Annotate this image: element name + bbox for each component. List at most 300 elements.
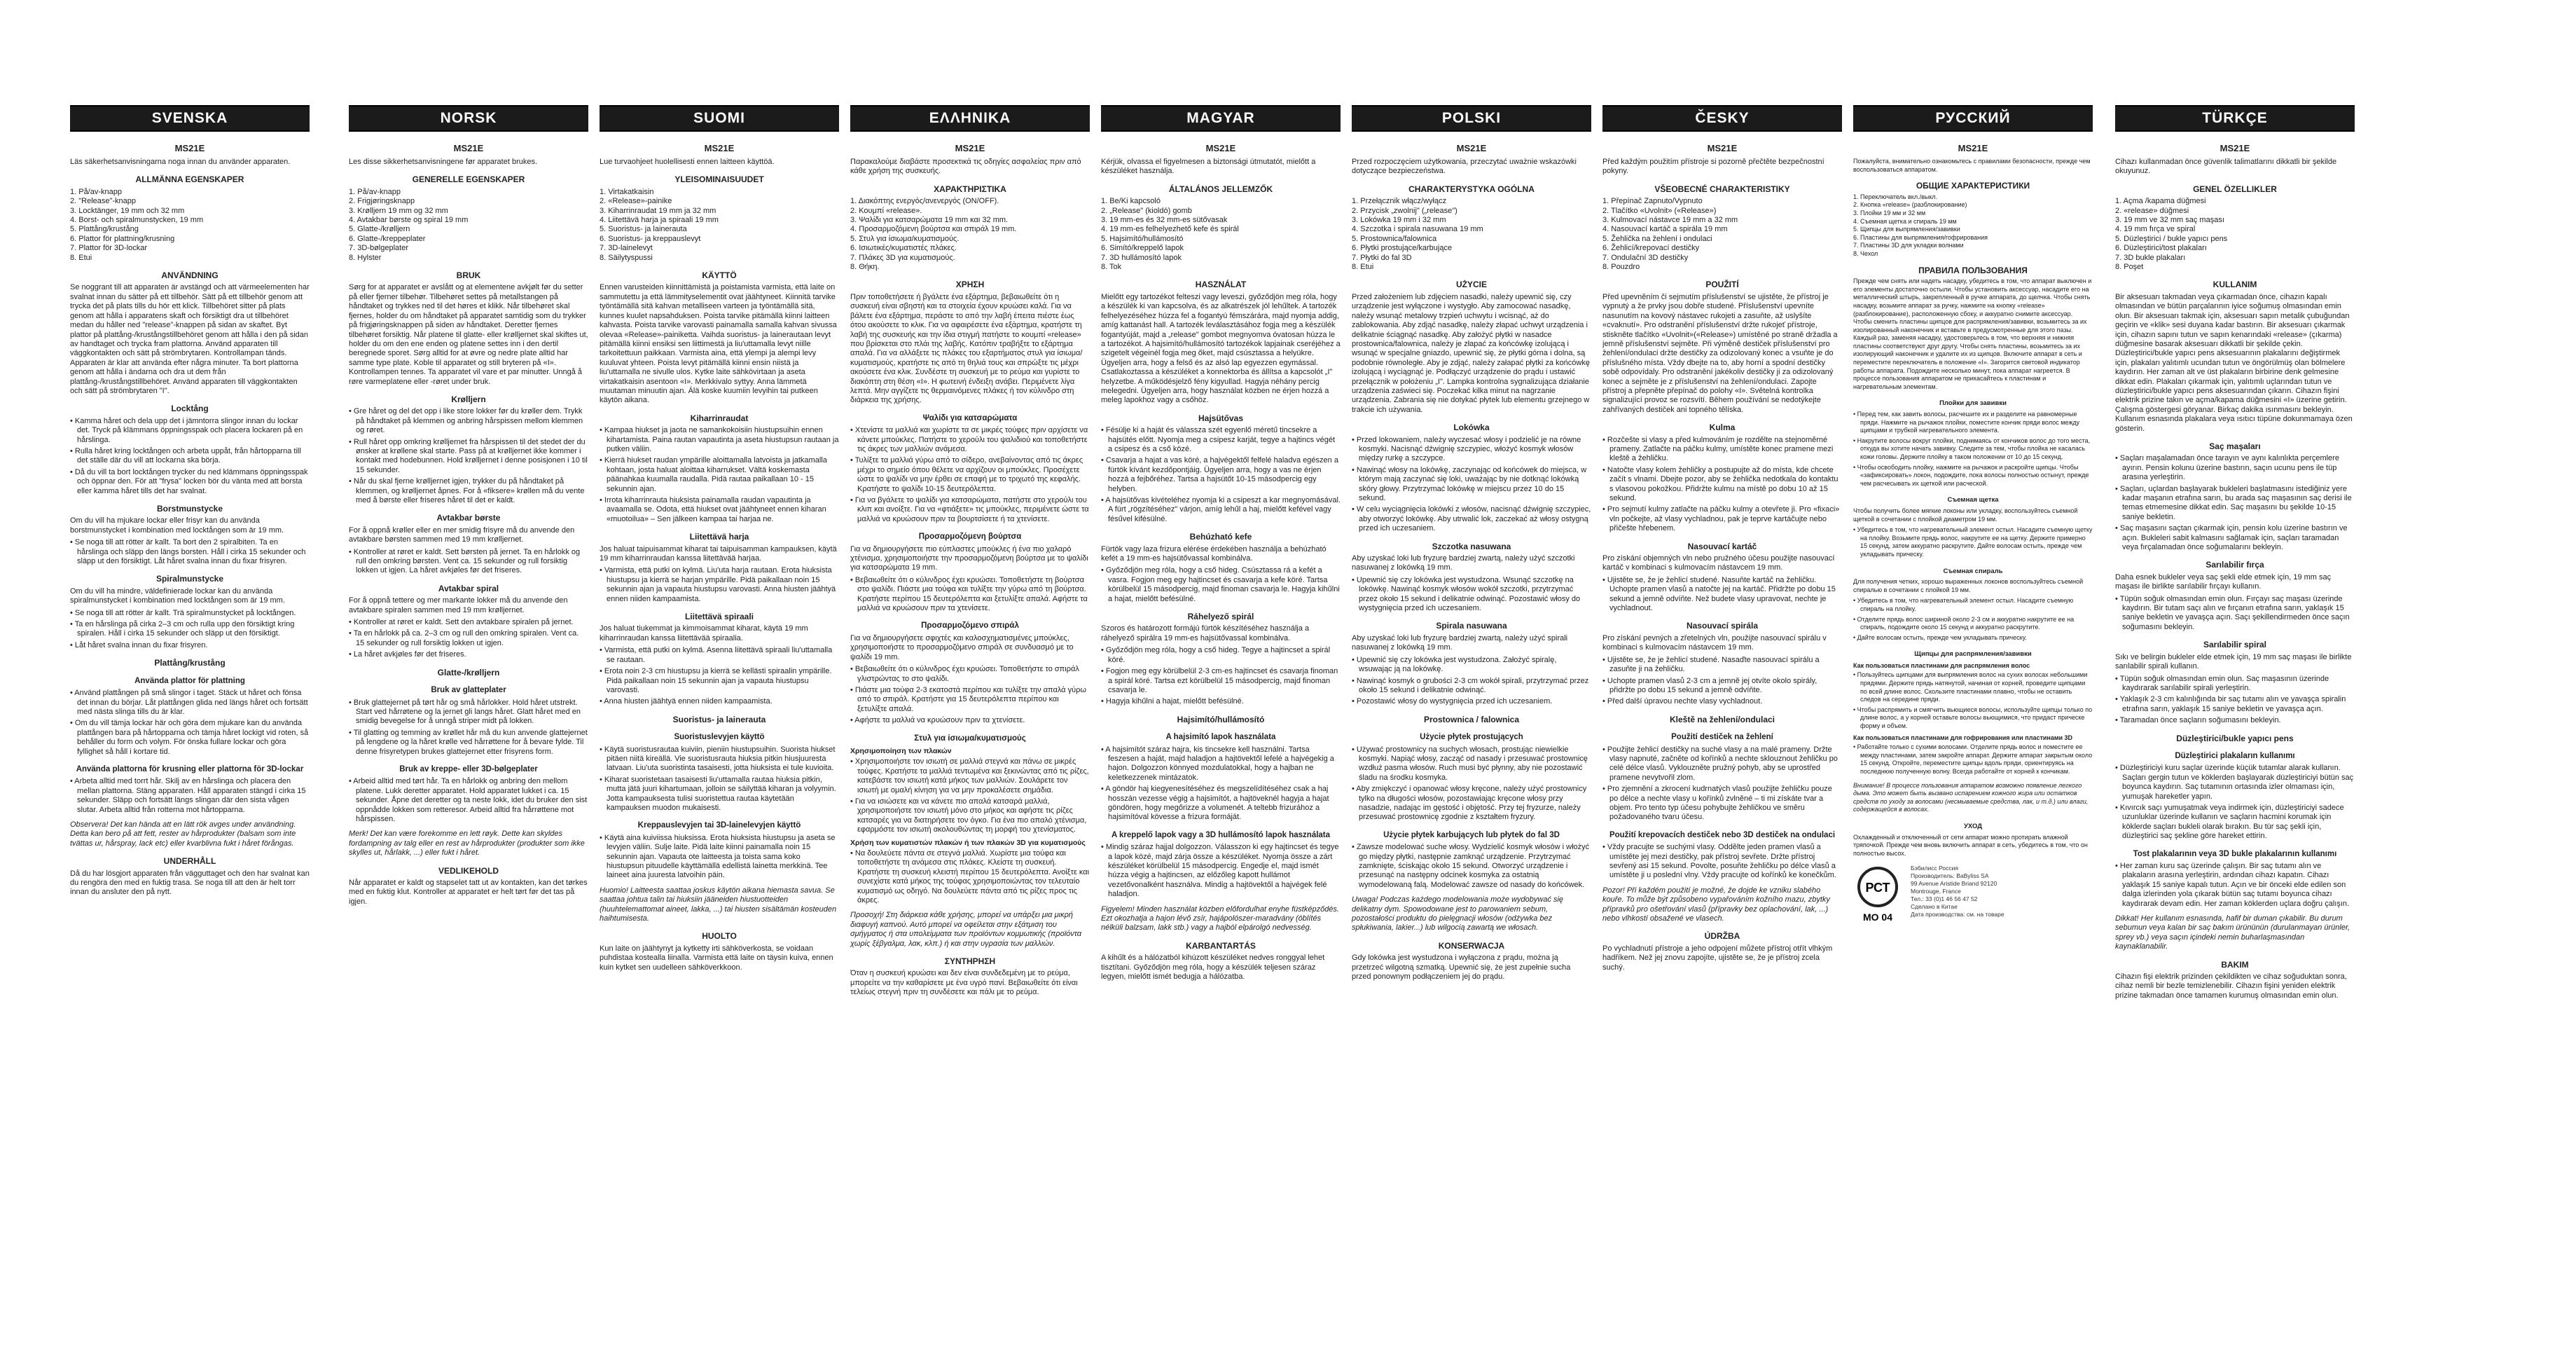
section-heading: Hajsimító/hullámosító	[1177, 714, 1265, 724]
bullet-item: • Se noga till att rötter är kallt. Trä spiralmunstycket på locktången.	[70, 608, 296, 617]
bullet-item: • A hajsimítót száraz hajra, kis tincsekre kell használni. Tartsa feszesen a haját, majd haladjon a hajtövektől lefelé a hajvégekig a hajon. Dolgozzon könnyed mozdulatokkal, hogy a hajban ne keletkezzenek mintázatok.	[1101, 745, 1334, 782]
subsection-heading: Użycie płytek karbujących lub płytek do fal 3D	[1383, 830, 1560, 839]
language-header: ΕΛΛΗΝΙΚΑ	[850, 105, 1090, 132]
paragraph: Lue turvaohjeet huolellisesti ennen laitteen käyttöä.	[600, 158, 775, 166]
feature-list-item: 1. Przełącznik włącz/wyłącz	[1352, 197, 1447, 206]
feature-list-item: 5. Düzleştirici / bukle yapıcı pens	[2115, 234, 2228, 243]
section-heading: Kulma	[1709, 422, 1736, 433]
paragraph: Pro získání pevných a zřetelných vln, použijte nasouvací spirálu v kombinaci s kulmovacím nástavcem 19 mm.	[1602, 633, 1827, 652]
bullet-item: • Győződjön meg róla, hogy a cső hideg. Csúsztassa rá a kefét a vasra. Fogjon meg egy hajtincset és csavarja a kefe köré. Tartsa körülbelül 15 másodpercig, majd finoman csavarja le. Hagyja kihűlni a hajat, mielőtt befésülné.	[1101, 566, 1340, 603]
importer-line: 99 Avenue Aristide Briand 92120	[1911, 880, 1997, 888]
subsection-heading: Προσαρμοζόμενη βούρτσα	[918, 532, 1022, 542]
language-column	[349, 105, 588, 1359]
bullet-item: • Rull håret opp omkring krølljernet fra hårspissen til det stedet der du ønsker at krøllene skal starte. Pass på at krølljernet ikke kommer i kontakt med hodebunnen. Hold krølljernet i denne posisjonen i 10 til 15 sekunder.	[349, 437, 588, 474]
section-heading: ОБЩИЕ ХАРАКТЕРИСТИКИ	[1916, 181, 2030, 191]
feature-list-item: 4. Nasouvací kartáč a spirála 19 mm	[1602, 225, 1728, 234]
feature-list-item: 8. Tok	[1101, 263, 1122, 272]
bullet-item: • Před další úpravou nechte vlasy vychladnout.	[1602, 697, 1763, 706]
section-heading: Krølljern	[451, 394, 486, 404]
subsection-heading: Použití krepovacích destiček nebo 3D destiček na ondulaci	[1609, 830, 1836, 839]
bullet-item: • Ta en hårslinga på cirka 2–3 cm och rulla upp den försiktigt kring spiralen. Håll i cirka 15 sekunder och släpp ut den försiktigt.	[70, 620, 295, 638]
bullet-item: • Mindig száraz hajjal dolgozzon. Válasszon ki egy hajtincset és tegye a lapok közé, majd zárja össze a készüléket. Nyomja össze a zárt készüléket körülbelül 15 másodpercig. Engedje el, majd ismét húzza végig a hajtincsen, az előzőleg kapott hullámot vezetővonalként használva. Mindig a hajtövektől a hajvégek felé haladjon.	[1101, 843, 1339, 899]
section-heading: Düzleştirici/bukle yapıcı pens	[2176, 733, 2294, 743]
language-column	[1602, 105, 1842, 1359]
paragraph: Sıkı ve belirgin bukleler elde etmek için, 19 mm saç maşası ile birlikte sarılabilir spirali kullanın.	[2115, 652, 2352, 671]
feature-list-item: 5. Glatte-/krølljern	[349, 225, 410, 234]
paragraph: Bir aksesuarı takmadan veya çıkarmadan önce, cihazın kapalı olmasından ve bütün parçalarının iyice soğumuş olmasından emin olun. Bir aksesuarı takmak için, aksesuarı sapın metalik çubuğundan geçirin ve «klik» sesi duyana kadar bastırın. Bir aksesuarı çıkarmak için, cihazın sapını tutun ve sapın kenarındaki «release» (çıkarma) düğmesine basarak aksesuarı dikkatli bir şekilde çekin. Düzleştirici/bukle yapıcı pens aksesuarının plakalarını değiştirmek için, plakaları yalıtımlı ucundan tutun ve öngörülmüş olan bölmelere kaydırın. Her zaman alt ve üst plakaların birbirine denk gelmesine dikkat edin. Plakaları çıkarmak için, yalıtımlı uçlarından tutun ve düzleştirici/bukle yapıcı pens aksesuarından çıkarın. Cihazın fişini elektrik prizine takın ve açma/kapama düğmesini «I» üzerine getirin. Çalışma göstergesi göryanar. Birkaç dakika ısınmasını bekleyin. Kullanım esnasında plakalara veya ısıtıcı tüpüne dokunmamaya özen gösterin.	[2115, 292, 2353, 433]
bullet-item: • Πιάστε μια τούφα 2-3 εκατοστά περίπου και τυλίξτε την απαλά γύρω από το σπιράλ. Κρατήστε για 15 δευτερόλεπτα περίπου και ξετυλίξτε απαλά.	[850, 685, 1086, 713]
section-heading: Szczotka nasuwana	[1432, 541, 1511, 551]
paragraph: Om du vill ha mindre, väldefinierade lockar kan du använda spiralmunstycket i kombination med locktången som är 19 mm.	[70, 586, 285, 605]
section-heading: Locktång	[171, 404, 209, 414]
paragraph: Před každým použitím přístroje si pozorně přečtěte bezpečnostní pokyny.	[1602, 158, 1824, 176]
subsection-heading: УХОД	[1963, 822, 1983, 830]
language-header: SVENSKA	[70, 105, 310, 132]
importer-line: Производитель: BaByliss SA	[1911, 872, 1989, 880]
feature-list-item: 3. Kulmovací nástavce 19 mm a 32 mm	[1602, 216, 1738, 225]
feature-list-item: 3. Ψαλίδι για κατσαρώματα 19 mm και 32 mm.	[850, 216, 1009, 225]
model-number: MS21E	[955, 143, 985, 153]
bullet-item: • Til glatting og temming av krøllet hår må du kun anvende glattejernet på lengdene og la håret krølle ved hårrøttene for å bevare fylde. Til denne frisyretypen brukes glattejernet etter frisyrens form.	[349, 728, 588, 756]
column-body	[2115, 158, 2355, 1000]
section-heading: ÁLTALÁNOS JELLEMZŐK	[1168, 184, 1273, 194]
feature-list-item: 4. Съемная щетка и спираль 19 мм	[1853, 217, 1957, 225]
bullet-item: • Natočte vlasy kolem žehličky a postupujte až do místa, kde chcete začít s vlnami. Dbejte pozor, aby se žehlička nedotkala do kontaktu s vlasovou pokožkou. Přidržte kulmu na místě po dobu 10 až 15 sekund.	[1602, 465, 1838, 502]
bullet-item: • Kiharat suoristetaan tasaisesti liu'uttamalla rautaa hiuksia pitkin, mutta jätä juuri kihartumaan, jolloin se säilyttää kiharan ja volyymin. Jotta kampauksesta tulisi suoristettua rautaa käytetään kampauksen muodon mukaisesti.	[600, 775, 836, 812]
paragraph: Les disse sikkerhetsanvisningene før apparatet brukes.	[349, 158, 538, 166]
bullet-item: • Csavarja a hajat a vas köré, a hajvégektől felfelé haladva egészen a fürtök kívánt kezdőpontjáig. Ügyeljen arra, hogy a vas ne érjen hozzá a fejbőréhez. Tartsa a hajsütőt 10-15 másodpercig egy helyben.	[1101, 456, 1338, 493]
model-number: MS21E	[174, 143, 205, 153]
subsection-heading: Använda plattorna för krusning eller plattorna för 3D-lockar	[76, 764, 304, 773]
paragraph: Szoros és határozott formájú fürtök készítéséhez használja a ráhelyező spirálra 19 mm-es hajsütővassal kombinálva.	[1101, 624, 1310, 642]
paragraph: Przed rozpoczęciem użytkowania, przeczytać uważnie wskazówki dotyczące bezpieczeństwa.	[1352, 158, 1577, 176]
feature-list-item: 8. Θήκη.	[850, 263, 880, 272]
bullet-item: • Kıvırcık saçı yumuşatmak veya indirmek için, düzleştiriciyi sadece uzunluklar üzerinde kullanın ve saçların hacmini korumak için köklerde saçları bukleli olarak bırakın. Bu tür saç şekli için, düzleştirici saç şekline göre hareket ettirin.	[2115, 803, 2344, 841]
bullet-item: • Przed lokowaniem, należy wyczesać włosy i podzielić je na równe kosmyki. Nacisnąć dźwignię szczypiec, włożyć kosmyk włosów między rurkę a szczypce.	[1352, 435, 1581, 463]
bullet-item: • Чтобы распрямить и смягчить вьющиеся волосы, используйте щипцы только по длине волос, а у корней оставьте волосы вьющимися, что придаст прическе форму и объем.	[1853, 706, 2093, 730]
warning-note: Observera! Det kan hända att en lätt rök avges under användning. Detta kan bero på att fett, rester av hårprodukter (balsam som inte tvättas ur, hårspray, lack etc) eller kvarblivna fukt i håret förångas.	[70, 820, 296, 848]
section-heading: UNDERHÅLL	[163, 856, 216, 867]
section-heading: Suoristus- ja lainerauta	[672, 714, 766, 724]
bullet-item: • Aby zmiękczyć i opanować włosy kręcone, należy użyć prostownicy tylko na długości włosów, pozostawiając kręcone włosy przy nasadzie, nadając im gęstość i objętość. Przy tej fryzurze, należy przesuwać prostownicę zgodnie z kształtem fryzury.	[1352, 785, 1587, 822]
feature-list-item: 7. Πλάκες 3D για κυματισμούς.	[850, 253, 955, 262]
feature-list-item: 8. Säilytyspussi	[600, 253, 653, 262]
minor-heading: Χρήση των κυματιστών πλακών ή των πλακών 3D για κυματισμούς	[850, 838, 1086, 847]
bullet-item: • Για να βγάλετε το ψαλίδι για κατσαρώματα, πατήστε στο χερούλι του κλιπ και ανοίξτε. Για να «φτιάξετε» τις μπούκλες, περιμένετε ώστε τα μαλλιά να κρυώσουν πριν τα βουρτσίσετε ή τα χτενίσετε.	[850, 496, 1089, 523]
bullet-item: • Kontroller at røret er kaldt. Sett den avtakbare spiralen på jernet.	[349, 618, 574, 627]
feature-list-item: 7. 3D hullámosító lapok	[1101, 253, 1182, 262]
bullet-item: • Varmista, että putki on kylmä. Liu'uta harja rautaan. Erota hiuksista hiustupsu ja kierrä se harjan ympärille. Pidä paikallaan noin 15 sekunnin ajan ja vapauta hiustupsu varovasti. Anna hiusten jäähtyä ennen niiden kampaamista.	[600, 566, 836, 603]
subsection-heading: Щипцы для распрямления/завивки	[1914, 650, 2032, 659]
language-header: MAGYAR	[1101, 105, 1341, 132]
bullet-item: • Używać prostownicy na suchych włosach, prostując niewielkie kosmyki. Napiąć włosy, zacząć od nasady i przesuwać prostownicę wzdłuż pasma włosów. Ruch musi być płynny, aby nie pozostawić śladu na środku kosmyka.	[1352, 745, 1588, 782]
paragraph: Для получения четких, хорошо выраженных локонов воспользуйтесь съемной спиралью в сочетании с плойкой 19 мм.	[1853, 578, 2084, 593]
section-heading: Spirala nasuwana	[1436, 621, 1507, 631]
bullet-item: • Pro sejmutí kulmy zatlačte na páčku kulmy a otevřete ji. Pro «fixaci» vln počkejte, až vlasy vychladnou, pak je teprve kartáčujte nebo přičešte hřebenem.	[1602, 505, 1840, 533]
paragraph: Mielőtt egy tartozékot felteszi vagy leveszi, győződjön meg róla, hogy a készülék ki van kapcsolva, és az alkatrészek jól lehűltek. A tartozék felhelyezéséhez húzza fel a fogantyú fémszárára, majd nyomja addig, amíg kattanást hall. A tartozék leválasztásához fogja meg a készülék fogantyúját, majd a „release" gombot megnyomva óvatosan húzza le a tartozékot. A hajsimító/hullámosító tartozékok lapjainak cseréjéhez a szigetelt végeinél fogja meg őket, majd csúsztassa a helyükre. Ügyeljen arra, hogy a felső és az alsó lap egyezzen egymással. Csatlakoztassa a készüléket a konnektorba és állítsa a kapcsolót „I" helyzetbe. A működésjelző fény kigyullad. Hagyja néhány percig melegedni. Ügyeljen arra, hogy használat közben ne érjen hozzá a meleg lapokhoz vagy a csőhöz.	[1101, 292, 1341, 405]
section-heading: Kiharrinraudat	[690, 413, 749, 423]
warning-note: Внимание! В процессе пользования аппаратом возможно появление легкого дыма. Это может быть вызвано испарением кожного жира или остатков средств по уходу за волосами (несмываемые средства, лак, и т.д.) или влаги, содержащейся в волосах.	[1853, 781, 2089, 813]
feature-list-item: 7. 3D-bølgeplater	[349, 244, 408, 253]
feature-list-item: 2. «Release»-painike	[600, 197, 672, 206]
paragraph: Om du vill ha mjukare lockar eller frisyr kan du använda borstmunstycket i kombination med locktången som är 19 mm.	[70, 516, 284, 535]
bullet-item: • Ujistěte se, že je žehlicí studené. Nasuňte kartáč na žehličku. Uchopte pramen vlasů a natočte jej na kartáč. Přidržte po dobu 15 sekund a jemně odvíňte. Než budete vlasy upravovat, nechte je vychladnout.	[1602, 575, 1836, 613]
feature-list-item: 3. Krølljern 19 mm og 32 mm	[349, 206, 448, 215]
model-number: MS21E	[704, 143, 735, 153]
section-heading: Nasouvací kartáč	[1687, 541, 1757, 551]
bullet-item: • Fésülje ki a haját és válassza szét egyenlő méretű tincsekre a hajsütés előtt. Nyomja meg a csipesz karját, tegye a hajtincs végét a csipesz és a cső közé.	[1101, 426, 1336, 453]
feature-list-item: 5. Щипцы для выпрямления/завивки	[1853, 226, 1960, 233]
paragraph: Ennen varusteiden kiinnittämistä ja poistamista varmista, että laite on sammutettu ja että lämmityselementit ovat jäähtyneet. Kiinnitä tarvike työntämällä sitä kahvan metalliseen varteen ja työntämällä sitä, kunnes kuulet napsahduksen. Poista tarvike pitämällä kiinni laitteen kahvasta. Poista tarvike varovasti painamalla samalla kahvan sivussa olevaa «Release»-painiketta. Vaihda suoristus- ja lainerautaan levyt pitämällä kiinni ensiksi sen liittimestä ja liu'uttamalla levyt niille tarkoitettuun paikkaan. Varmista aina, että ylempi ja alempi levy kuuluvat yhteen. Poista levyt pitämällä kiinni ensin niistä ja liu'uttamalla ne sivulle ulos. Kytke laite sähkövirtaan ja aseta virtakatkaisin asentoon «I». Merkkivalo syttyy. Anna lämmetä muutaman minuutin ajan. Älä koske kuumiin levyihin tai putkeen käytön aikana.	[600, 283, 837, 405]
bullet-item: • Отделите прядь волос шириной около 2-3 см и аккуратно накрутите ее на спираль, подождите около 15 секунд и аккуратно раскрутите.	[1853, 615, 2075, 631]
section-heading: Sarılabilir spiral	[2203, 640, 2267, 650]
column-body	[349, 158, 588, 907]
section-heading: Prostownica / falownica	[1423, 714, 1520, 724]
bullet-item: • Τυλίξτε τα μαλλιά γύρω από το σίδερο, ανεβαίνοντας από τις άκρες μέχρι το σημείο όπου θέλετε να αρχίζουν οι μπούκλες. Προσέχετε ώστε το ψαλίδι να μην έρθει σε επαφή με το τριχωτό της κεφαλής. Κρατήστε το ψαλίδι 10-15 δευτερόλεπτα.	[850, 456, 1083, 493]
language-header: TÜRKÇE	[2115, 105, 2355, 132]
bullet-item: • W celu wyciągnięcia lokówki z włosów, nacisnąć dźwignię szczypiec, aby otworzyć lokówkę. Aby utrwalić lok, zaczekać aż włosy ostygną przed ich uczesaniem.	[1352, 505, 1591, 533]
bullet-item: • Käytä suoristusrautaa kuiviin, pieniin hiustupsuihin. Suorista hiukset pitäen niitä kireällä. Vie suoristusrauta hiuksia pitkin hiusjuuresta latvaan. Liu'uta suoristinta tasaisesti, jotta hiuksista ei tule kuvioita.	[600, 745, 836, 773]
section-heading: Glatte-/krølljern	[437, 667, 500, 677]
bullet-item: • Kierrä hiukset raudan ympärille aloittamalla latvoista ja jatkamalla kohtaan, josta haluat aloittaa kiharrukset. Vältä koskemasta päänahkaa kuumalla raudalla. Pidä rautaa paikallaan 10 - 15 sekunnin ajan.	[600, 456, 827, 493]
language-header: NORSK	[349, 105, 588, 132]
feature-list-item: 6. Płytki prostujące/karbujące	[1352, 244, 1453, 253]
minor-heading: Χρησιμοποίηση των πλακών	[850, 746, 952, 755]
paragraph: Daha esnek bukleler veya saç şekli elde etmek için, 19 mm saç maşası ile birlikte sarılabilir fırçayı kullanın.	[2115, 572, 2332, 591]
bullet-item: • Αφήστε τα μαλλιά να κρυώσουν πριν τα χτενίσετε.	[850, 716, 1025, 725]
bullet-item: • Дайте волосам остыть, прежде чем укладывать прическу.	[1853, 633, 2027, 641]
section-heading: VEDLIKEHOLD	[438, 865, 499, 876]
section-heading: KONSERWACJA	[1438, 940, 1505, 951]
feature-list-item: 7. Пластины 3D для укладки волнами	[1853, 242, 1964, 249]
feature-list-item: 7. 3D bukle plakaları	[2115, 253, 2186, 262]
bullet-item: • Då du vill ta bort locktången trycker du ned klämmans öppningsspak och öppnar den. För att "frysa" locken bör du vänta med att borsta eller kamma håret tills det har svalnat.	[70, 467, 308, 495]
feature-list-item: 1. Διακόπτης ενεργός/ανενεργός (ON/OFF).	[850, 197, 999, 206]
section-heading: ALLMÄNNA EGENSKAPER	[135, 174, 244, 185]
bullet-item: • Чтобы освободить плойку, нажмите на рычажок и раскройте щипцы. Чтобы «зафиксировать» локон, подождите, пока волосы полностью остынут, прежде чем расчесывать их щеткой или расческой.	[1853, 463, 2089, 487]
bullet-item: • Tüpün soğuk olmasından emin olun. Fırçayı saç maşası üzerinde kaydırın. Bir tutam saçı alın ve fırçanın etrafına sarın, yaklaşık 15 saniye bekletin ve yavaşça açın. Saçı şekillendirmeden önce saçın soğumasını bekleyin.	[2115, 594, 2350, 631]
feature-list-item: 3. Locktänger, 19 mm och 32 mm	[70, 206, 185, 215]
feature-list-item: 6. Düzleştirici/tost plakaları	[2115, 244, 2207, 253]
section-heading: Kleště na žehlení/ondulaci	[1669, 714, 1775, 724]
paragraph: For å oppnå tettere og mer markante lokker må du anvende den avtakbare spiralen sammen med 19 mm krølljernet.	[349, 596, 568, 614]
bullet-item: • Nawinąć kosmyk o grubości 2-3 cm wokół spirali, przytrzymać przez około 15 sekund i delikatnie odwinąć.	[1352, 676, 1589, 694]
paragraph: Przed założeniem lub zdjęciem nasadki, należy upewnić się, czy urządzenie jest wyłączone i wystygło. Aby zamocować nasadkę, należy wsunąć metalowy trzpień uchwytu i wcisnąć, aż do zablokowania. Aby zdjąć nasadkę, należy złapać uchwyt urządzenia i delikatnie ściągnąć nasadkę. Aby założyć płytki w nasadce prostownica/falownica, należy je złapać za końcówkę izolującą i wsunąć w specjalne gniazdo, upewnić się, że płytki górna i dolna, są podobnie równoległe. Aby je zdjąć, należy załapać płytki za końcówkę izolującą i wyciągnąć je. Podłączyć urządzenie do prądu i ustawić przełącznik w położeniu „I". Lampka kontrolna sygnalizująca działanie urządzenia zaświeci się. Poczekać kilka minut na nagrzanie urządzenia. Zabrania się nie dotykać płytek lub elementu grzejnego w trakcie ich używania.	[1352, 292, 1590, 414]
paragraph: Για να δημιουργήσετε σφιχτές και καλοσχηματισμένες μπούκλες, χρησιμοποιήστε το προσαρμοζόμενο σπιράλ σε συνδυασμό με το ψαλίδι 19 mm.	[850, 633, 1074, 661]
language-column	[1352, 105, 1591, 1359]
feature-list-item: 1. Be/Ki kapcsoló	[1101, 197, 1161, 206]
feature-list-item: 5. Plattång/krustång	[70, 225, 139, 234]
subsection-heading: Bruk av kreppe- eller 3D-bølgeplater	[399, 764, 538, 773]
bullet-item: • Yaklaşık 2-3 cm kalınlığında bir saç tutamı alın ve yavaşça spiralin etrafına sarın, yaklaşık 15 saniye bekletin ve yavaşça açın.	[2115, 695, 2346, 713]
section-heading: HASZNÁLAT	[1195, 280, 1247, 290]
feature-list-item: 1. Přepínač Zapnuto/Vypnuto	[1602, 197, 1703, 206]
paragraph: Όταν η συσκευή κρυώσει και δεν είναι συνδεδεμένη με το ρεύμα, μπορείτε να την καθαρίσετε με ένα υγρό πανί. Βεβαιωθείτε ότι είναι τελείως στεγνή πριν τη συνδέσετε και πάλι με το ρεύμα.	[850, 969, 1078, 997]
bullet-item: • Nawinąć włosy na lokówkę, zaczynając od końcówek do miejsca, w którym mają zaczynać się loki, uważając by nie dotknąć lokówką skóry głowy. Przytrzymać lokówkę w miejscu przez 10 do 15 sekund.	[1352, 465, 1587, 502]
section-heading: ΧΡΗΣΗ	[955, 280, 985, 290]
feature-list-item: 4. 19 mm fırça ve spiral	[2115, 225, 2196, 234]
subsection-heading: Použití destiček na žehlení	[1671, 733, 1773, 742]
feature-list-item: 1. Açma /kapama düğmesi	[2115, 197, 2206, 206]
bullet-item: • Erota noin 2-3 cm hiustupsu ja kierrä se kellästi spiraalin ympärille. Pidä paikallaan noin 15 sekunnin ajan ja vapauta hiustupsu varovasti.	[600, 667, 832, 694]
feature-list-item: 4. 19 mm-es felhelyezhető kefe és spirál	[1101, 225, 1239, 234]
feature-list-item: 6. Plattor för plattning/krusning	[70, 234, 175, 243]
importer-line: Тел.: 33 (0)1 46 56 47 52	[1911, 895, 1978, 903]
bullet-item: • Tüpün soğuk olmasından emin olun. Saç maşasının üzerinde kaydırarak sarılabilir spirali yerleştirin.	[2115, 674, 2329, 692]
feature-list-item: 2. Tlačítko «Uvolnit» («Release»)	[1602, 206, 1717, 215]
section-heading: Liitettävä harja	[689, 532, 749, 542]
bullet-item: • Ujistěte se, že je žehlicí studené. Nasaďte nasouvací spirálu a zasuňte ji na žehličku.	[1602, 655, 1820, 674]
importer-info	[1911, 865, 2004, 919]
bullet-item: • Kontroller at røret er kaldt. Sett børsten på jernet. Ta en hårlokk og rull den omkring børsten. Vent ca. 15 sekunder og rull forsiktig lokken ut igjen. La håret avkjøles før det friseres.	[349, 547, 581, 575]
bullet-item: • Låt håret svalna innan du fixar frisyren.	[70, 640, 208, 649]
rst-certification-icon	[1853, 865, 1902, 925]
bullet-item: • Použijte žehlicí destičky na suché vlasy a na malé prameny. Držte vlasy napnuté, začněte od kořínků a nechte sklouznout žehličku po celé délce vlasů. Vyklouzněte pružný pohyb, aby se uprostřed pramene nevytvořil zlom.	[1602, 745, 1838, 782]
section-heading: ΧΑΡΑΚΤΗΡΙΣΤΙΚΑ	[934, 184, 1006, 194]
subsection-heading: Använda plattor för plattning	[134, 676, 245, 685]
bullet-item: • Να δουλεύετε πάντα σε στεγνά μαλλιά. Χωρίστε μια τούφα και τοποθετήστε τη ανάμεσα στις πλάκες. Κλείστε τη συσκευή. Κρατήστε τη συσκευή κλειστή περίπου 15 δευτερόλεπτα. Ανοίξτε και συνεχίστε κατά μήκος της τούφας χρησιμοποιώντας τον τελευταίο κυματισμό ως οδηγό. Να δουλεύετε πάντα από τις ρίζες προς τις άκρες.	[850, 849, 1090, 905]
paragraph: Fürtök vagy laza frizura elérése érdekében használja a behúzható kefét a 19 mm-es hajsütővassal kombinálva.	[1101, 544, 1327, 563]
section-heading: Avtakbar spiral	[438, 583, 499, 593]
bullet-item: • Χτενίστε τα μαλλιά και χωρίστε τα σε μικρές τούφες πριν αρχίσετε να κάνετε μπούκλες. Πατήστε το χερούλι του ψαλιδιού και τοποθετήστε τις άκρες των μαλλιών ανάμεσα.	[850, 426, 1088, 453]
section-heading: BAKIM	[2221, 959, 2249, 970]
bullet-item: • Перед тем, как завить волосы, расчешите их и разделите на равномерные пряди. Нажмите на рычажок плойки, поместите кончик пряди волос между щипцами и трубкой нагревательного элемента.	[1853, 411, 2080, 434]
paragraph: Чтобы получить более мягкие локоны или укладку, воспользуйтесь съемной щеткой в сочетании с плойкой диаметром 19 мм.	[1853, 507, 2078, 523]
feature-list-item: 4. Liitettävä harja ja spiraali 19 mm	[600, 216, 719, 225]
section-heading: Spiralmunstycke	[155, 574, 224, 584]
section-heading: Plattång/krustång	[154, 658, 226, 668]
feature-list-item: 6. Glatte-/kreppeplater	[349, 234, 426, 243]
bullet-item: • Upewnić się czy lokówka jest wystudzona. Założyć spiralę, wsuwając ją na lokówkę.	[1352, 655, 1557, 674]
section-heading: VŠEOBECNÉ CHARAKTERISTIKY	[1654, 184, 1790, 194]
section-heading: UŻYCIE	[1455, 280, 1487, 290]
feature-list-item: 8. Etui	[1352, 263, 1374, 272]
feature-list-item: 3. Плойки 19 мм и 32 мм	[1853, 209, 1926, 216]
feature-list-item: 8. Poşet	[2115, 263, 2144, 272]
bullet-item: • Fogjon meg egy körülbelül 2-3 cm-es hajtincset és csavarja finoman a spirál köré. Tartsa ezt körülbelül 15 másodpercig, majd finoman csavarja le.	[1101, 667, 1338, 694]
feature-list-item: 2. Кнопка «release» (разблокирование)	[1853, 201, 1967, 209]
bullet-item: • Taramadan önce saçların soğumasını bekleyin.	[2115, 716, 2281, 725]
model-number: MS21E	[2220, 143, 2250, 153]
language-header: ČESKY	[1602, 105, 1842, 132]
paragraph: Kun laite on jäähtynyt ja kytketty irti sähköverkosta, se voidaan puhdistaa kostealla liinalla. Varmista että laite on täysin kuiva, ennen kuin kytket sen uudelleen sähköverkkoon.	[600, 944, 833, 972]
subsection-heading: Съемная спираль	[1943, 567, 2003, 575]
section-heading: BRUK	[456, 270, 481, 281]
feature-list-item: 4. Προσαρμοζόμενη βούρτσα και σπιράλ 19 mm.	[850, 225, 1017, 234]
section-heading: Liitettävä spiraali	[684, 612, 754, 622]
bullet-item: • Убедитесь в том, что нагревательный элемент остыл. Насадите съемную щетку на плойку. Возьмите прядь волос, накрутите ее на щетку. Держите примерно 15 секунд, затем аккуратно раскрутите. Дайте волосам остыть, прежде чем укладывать прическу.	[1853, 526, 2093, 558]
section-heading: Avtakbar børste	[436, 513, 501, 523]
seal-code: МО 04	[1862, 911, 1893, 923]
model-number: MS21E	[1205, 143, 1236, 153]
bullet-item: • Käytä aina kuiviissa hiuksissa. Erota hiuksista hiustupsu ja aseta se levyjen väliin. Sulje laite. Pidä laite kiinni painamalla noin 15 sekunnin ajan. Vapauta ote laitteesta ja toista sama koko hiustupsun pituudelle käyttämällä edellistä lainetta merkkinä. Tee laineet aina juuresta latvoihin päin.	[600, 833, 836, 880]
column-body	[850, 158, 1090, 998]
feature-list-item: 6. Simító/kreppelő lapok	[1101, 244, 1184, 253]
column-body	[600, 158, 839, 972]
subsection-heading: Düzleştirici plakaların kullanımı	[2175, 751, 2295, 760]
feature-list-item: 3. Lokówka 19 mm i 32 mm	[1352, 216, 1446, 225]
bullet-item: • Gre håret og del det opp i like store lokker før du krøller dem. Trykk på håndtaket på klemmen og anbring hårspissen mellom klemmen og røret.	[349, 407, 583, 435]
bullet-item: • Χρησιμοποιήστε τον ισιωτή σε μαλλιά στεγνά και πάνω σε μικρές τούφες. Κρατήστε τα μαλλιά τεντωμένα και ξεκινώντας από τις ρίζες, κατεβάστε τον ισιωτή κατά μήκος των μαλλιών. Σουλάρετε τον ισιωτή με ομαλή κίνηση για να μην προκαλέσετε σημάδια.	[850, 757, 1089, 794]
bullet-item: • La håret avkjøles før det friseres.	[349, 650, 466, 659]
feature-list-item: 5. Žehlička na žehlení i ondulaci	[1602, 234, 1712, 243]
bullet-item: • Rozčešte si vlasy a před kulmováním je rozdělte na stejnoměrné prameny. Zatlačte na páčku kulmy, umístěte konec pramene mezi kleště a žehličku.	[1602, 435, 1834, 463]
bullet-item: • Anna hiusten jäähtyä ennen niiden kampaamista.	[600, 697, 773, 706]
subsection-heading: Suoristuslevyjen käyttö	[674, 733, 765, 742]
feature-list-item: 8. Etui	[70, 253, 92, 262]
warning-note: Pozor! Při každém použití je možné, že dojde ke vzniku slabého kouře. To může být způsobeno vypařováním kožního mazu, zbytky přípravků pro ošetřování vlasů (přípravky bez oplachování, lak, ...) nebo vlhkostí obsažené ve vlasech.	[1602, 886, 1830, 923]
paragraph: Jos haluat tiukemmat ja kimmoisammat kiharat, käytä 19 mm kiharrinraudan kanssa liitettävää spiraalia.	[600, 624, 808, 642]
feature-list-item: 2. Κουμπί «release».	[850, 206, 922, 215]
paragraph: Då du har lösgjort apparaten från vägguttaget och den har svalnat kan du rengöra den med en fuktig trasa. Se noga till att den är helt torr innan du ansluter den på nytt.	[70, 869, 310, 897]
bullet-item: • Arbeid alltid med tørt hår. Ta en hårlokk og anbring den mellom platene. Lukk deretter apparatet. Hold apparatet lukket i ca. 15 sekunder. Åpne det deretter og ta neste lokk, idet du bruker den sist oppnådde lokken som retteresor. Arbeid alltid fra hårrøttene mot hårspissen.	[349, 777, 588, 823]
feature-list-item: 2. Frigjøringsknapp	[349, 197, 415, 206]
minor-heading: Как пользоваться пластинами для гофрирования или пластинами 3D	[1853, 734, 2073, 741]
feature-list-item: 5. Hajsimító/hullámosító	[1101, 234, 1184, 243]
feature-list-item: 5. Prostownica/falownica	[1352, 234, 1437, 243]
bullet-item: • Varmista, että putki on kylmä. Asenna liitettävä spiraali liu'uttamalla se rautaan.	[600, 646, 833, 664]
feature-list-item: 7. Plattor för 3D-lockar	[70, 244, 148, 253]
section-heading: Borstmunstycke	[156, 504, 223, 514]
subsection-heading: Προσαρμοζόμενο σπιράλ	[921, 621, 1019, 631]
model-number: MS21E	[1958, 143, 1988, 153]
paragraph: Läs säkerhetsanvisningarna noga innan du använder apparaten.	[70, 158, 291, 166]
bullet-item: • Pro zjemnění a zkrocení kudrnatých vlasů použijte žehličku pouze po délce a nechte vlasy u kořínků zvlněné – ti mi získáte tvar a objem. Pro tento typ účesu pohybujte žehličkou ve směru požadovaného tvaru účesu.	[1602, 785, 1832, 822]
subsection-heading: Użycie płytek prostujących	[1420, 733, 1523, 742]
paragraph: Cihazın fişi elektrik prizinden çekildikten ve cihaz soğuduktan sonra, cihaz nemli bir bezle temizlenebilir. Cihazın fişini yeniden elektrik prizine takmadan önce tamamen kurumuş olmasından emin olun.	[2115, 972, 2347, 1000]
language-column	[1101, 105, 1341, 1359]
subsection-heading: A hajsimító lapok használata	[1165, 733, 1276, 742]
importer-line: Бэбилисс Россия	[1911, 865, 1958, 872]
feature-list-item: 1. På/av-knapp	[349, 187, 401, 196]
section-heading: HUOLTO	[702, 931, 737, 942]
section-heading: GENERELLE EGENSKAPER	[412, 174, 525, 185]
feature-list-item: 3. 19 mm-es és 32 mm-es sütővasak	[1101, 216, 1228, 225]
warning-note: Huomio! Laitteesta saattaa joskus käytön aikana hiemasta savua. Se saattaa johtua talin tai hiuksiin jääneiden hiustuotteiden (huuhtelemattomat aineet, lakka, ...) tai hiusten sisältämän kosteuden haihtumisesta.	[600, 886, 837, 923]
bullet-item: • Se noga till att rötter är kallt. Ta bort den 2 spiralbiten. Ta en hårslinga och släpp den längs borsten. Håll i cirka 15 sekunder och släpp ut den försiktigt. Låt håret svalna innan du fixar frisyren.	[70, 538, 306, 566]
paragraph: Når apparatet er kaldt og stapselet tatt ut av kontakten, kan det tørkes med en fuktig klut. Kontroller at apparatet er helt tørt før det tas på igjen.	[349, 879, 588, 906]
bullet-item: • Uchopte pramen vlasů 2-3 cm a jemně jej otvíte okolo spirály, přidržte po dobu 15 sekund a jemně odvíňte.	[1602, 676, 1817, 694]
feature-list-item: 3. 19 mm ve 32 mm saç maşası	[2115, 216, 2224, 225]
paragraph: Po vychladnutí přístroje a jeho odpojení můžete přístroj otřít vlhkým hadříkem. Než jej znovu zapojíte, ujistěte se, že je přístroj zcela suchý.	[1602, 944, 1833, 972]
column-body	[70, 158, 310, 897]
subsection-heading: Плойки для завивки	[1939, 399, 2007, 408]
section-heading: ПРАВИЛА ПОЛЬЗОВАНИЯ	[1918, 265, 2028, 275]
section-heading: KARBANTARTÁS	[1186, 940, 1256, 951]
paragraph: Прежде чем снять или надеть насадку, убедитесь в том, что аппарат выключен и его элементы достаточно остыли. Чтобы установить аксессуар, насадите его на металлический штырь, закрепленный в ручке аппарата, до щелчка. Чтобы снять насадку, возьмите аппарат за ручку, нажмите на кнопку «release» (разблокирование), расположенную сбоку, и аккуратно снимите аксессуар. Чтобы сменить пластины щипцов для распрямления/завивки, возьмитесь за их изолированный наконечник и вставьте в предусмотренные для этого пазы. Каждый раз, заменяя насадку, удостоверьтесь в том, что верхняя и нижняя пластины соответствуют друг другу. Чтобы снять пластины, возьмитесь за их изолирующий наконечник и удалите их из щипцов. Включите аппарат в сеть и переместите переключатель в положение «I». Загорится световой индикатор работы аппарата. Подождите несколько минут, пока аппарат нагреется. В процессе пользования аппаратом не прикасайтесь к пластинам и нагревательным элементам.	[1853, 277, 2092, 390]
bullet-item: • Βεβαιωθείτε ότι ο κύλινδρος έχει κρυώσει. Τοποθετήστε τη βούρτσα στο ψαλίδι. Πιάστε μια τούφα και τυλίξτε την γύρω από τη βούρτσα. Κρατήστε περίπου 15 δευτερόλεπτα και ξετυλίξτε απαλά. Αφήστε τα μαλλιά να κρυώσουν πριν τα χτενίσετε.	[850, 575, 1088, 613]
language-header: РУССКИЙ	[1853, 105, 2093, 132]
importer-line: Дата производства: см. на товаре	[1911, 911, 2004, 919]
section-heading: Lokówka	[1453, 422, 1490, 433]
bullet-item: • Работайте только с сухими волосами. Отделите прядь волос и поместите ее между пластинами, затем закройте аппарат. Держите аппарат закрытым около 15 секунд. Откройте, переместите щипцы вдоль пряди, ориентируясь на последнюю полученную волну. Всегда работайте от корней к кончикам.	[1853, 743, 2093, 775]
bullet-item: • Her zaman kuru saç üzerinde çalışın. Bir saç tutamı alın ve plakaların arasına yerleştirin, ardından cihazı kapatın. Cihazı yaklaşık 15 saniye kapalı tutun. Açın ve bir önceki elde edilen son dalga izlerinden yola çıkarak bütün saç tutamı boyunca cihazı kaydırarak devam edin. Her zaman köklerden uçlara doğru çalışın.	[2115, 862, 2350, 908]
bullet-item: • Накрутите волосы вокруг плойки, поднимаясь от кончиков волос до того места, откуда вы хотите начать завивку. Следите за тем, чтобы плойка не касалась кожи головы. Держите плойку в таком положении от 10 до 15 секунд.	[1853, 436, 2091, 460]
paragraph: Пожалуйста, внимательно ознакомьтесь с правилами безопасности, прежде чем воспользоваться аппаратом.	[1853, 158, 2091, 173]
paragraph: For å oppnå krøller eller en mer smidig frisyre må du anvende den avtakbare børsten sammen med 19 mm krølljernet.	[349, 525, 575, 544]
section-heading: YLEISOMINAISUUDET	[674, 174, 764, 185]
feature-list-item: 1. Переключатель вкл./выкл.	[1853, 193, 1938, 200]
section-heading: ΣΥΝΤΗΡΗΣΗ	[944, 956, 996, 967]
feature-list-item: 1. På/av-knapp	[70, 187, 122, 196]
language-column	[70, 105, 310, 1359]
paragraph: Aby uzyskać loki lub fryzurę bardziej zwartą, należy użyć spirali nasuwanej z lokówką 19 mm.	[1352, 633, 1568, 652]
paragraph: Před upevněním či sejmutím příslušenství se ujistěte, že přístroj je vypnutý a že prvky jsou dobře studené. Příslušenství upevníte nasunutím na kovový nástavec rukojeti a zasuňte, až uslyšíte «cvaknutí». Pro odstranění příslušenství držte rukojeť přístroje, stiskněte tlačítko «Uvolnit»(«Release») umístěné po straně držadla a jemně příslušenství sejměte. Při výměně destiček příslušenství pro žehlení/ondulaci držte destičky za odizolovaný konec a vsuňte je do příslušného místa. Vždy dbejte na to, aby horní a spodní destičky sobě odpovídaly. Pro odstranění jakékoliv destičky ji za odizolovaný konec a sejměte je z příslušenství na žehlení/ondulaci. Zapojte přístroj a přepněte přepínač do polohy «I». Světelná kontrolka signalizující provoz se rozsvítí. Během používání se nedotýkejte zahřívaných destiček ani topného tělíska.	[1602, 292, 1838, 414]
warning-note: Merk! Det kan være forekomme en lett røyk. Dette kan skyldes fordampning av talg eller en rest av hårprodukter (produkter som ikke skylles ut, hårlakk, ...) eller fukt i håret.	[349, 830, 585, 858]
column-body	[1602, 158, 1842, 972]
section-heading: Saç maşaları	[2209, 441, 2261, 451]
bullet-item: • Vždy pracujte se suchými vlasy. Oddělte jeden pramen vlasů a umístěte jej mezi destičky, pak přístroj sevřete. Držte přístroj sevřený asi 15 sekund. Povolte, posuňte žehličku po délce vlasů a umístěte ji u poslední vlny. Vždy pracujte od kořínků ke konečkům.	[1602, 843, 1836, 880]
feature-list-item: 2. „Release" (kioldó) gomb	[1101, 206, 1192, 215]
language-header: SUOMI	[600, 105, 839, 132]
bullet-item: • Βεβαιωθείτε ότι ο κύλινδρος έχει κρυώσει. Τοποθετήστε το σπιράλ γλιστρώντας το στο ψαλίδι.	[850, 665, 1079, 683]
section-heading: POUŽITÍ	[1705, 280, 1739, 290]
bullet-item: • Zawsze modelować suche włosy. Wydzielić kosmyk włosów i włożyć go między płytki, następnie zamknąć urządzenie. Przytrzymać zamknięte, ściskając około 15 sekund. Otworzyć urządzenie i przesunąć na następny odcinek kosmyka za ostatnią wymodelowaną falą. Modelować zawsze od nasady do końcówek.	[1352, 843, 1590, 889]
feature-list-item: 8. Hylster	[349, 253, 382, 262]
subsection-heading: A kreppelő lapok vagy a 3D hullámosító lapok használata	[1111, 830, 1331, 839]
paragraph: Se noggrant till att apparaten är avstängd och att värmeelementen har svalnat innan du sätter på ett tillbehör. Sätt på ett tillbehör genom att trycka det på plats tills du hör ett klick. Tillbehöret sitter på plats genom att hålla i apparatens skaft och försiktigt dra ut tillbehöret medan du håller ned "release"-knappen på sidan av skaftet. Byt plattor på plattång-/krustångstillbehöret genom att hålla i den på sidan av handtaget och trycka fram plattorna. Använd apparaten till väggkontakten och sätt på strömbrytaren. Kontrollampan tänds. Apparaten är klar att använda efter några minuter. Ta bort plattorna genom att hålla i ändarna och dra ut dem från plattång-/krustångstillbehöret. Använd apparaten till väggkontakten och sätt på strömbrytaren "I".	[70, 283, 310, 395]
section-heading: Sarılabilir fırça	[2205, 560, 2264, 570]
bullet-item: • Pozostawić włosy do wystygnięcia przed ich uczesaniem.	[1352, 697, 1553, 706]
language-header: POLSKI	[1352, 105, 1591, 132]
bullet-item: • Når du skal fjerne krølljernet igjen, trykker du på håndtaket på klemmen, og krølljernet åpnes. For å «fiksere» krøllen må du vente med å børste eller friseres håret til det er kaldt.	[349, 477, 585, 504]
feature-list-item: 2. Przycisk „zwolnij" („release")	[1352, 206, 1457, 215]
feature-list-item: 6. Žehlicí/krepovací destičky	[1602, 244, 1700, 253]
language-column	[850, 105, 1090, 1359]
subsection-heading: Bruk av glatteplater	[431, 686, 506, 695]
bullet-item: • A hajsütővas kivételéhez nyomja ki a csipeszt a kar megnyomásával. A fürt „rögzítéséhez" várjon, amíg lehűl a haj, mielőtt kefével vagy fésűvel kifésülné.	[1101, 496, 1341, 523]
paragraph: A kihűlt és a hálózatból kihúzott készüléket nedves ronggyal lehet tisztítani. Győződjön meg róla, hogy a készülék teljesen száraz legyen, mielőtt ismét bedugja a hálózatba.	[1101, 954, 1325, 982]
section-heading: GENEL ÖZELLIKLER	[2193, 184, 2277, 194]
paragraph: Sørg for at apparatet er avslått og at elementene avkjølt før du setter på eller fjerner tilbehør. Tilbehøret settes på metallstangen på håndtaket og trykkes ned til det høres et klikk. Når tilbehøret skal fjernes, holder du om håndtaket på apparatet samtidig som du trykker på frigjøringsknappen på siden av håndtaket. Deretter fjernes tilbehøret forsiktig. Når platene til glatte- eller krølljernet skal skiftes ut, holder du om den ene enden og platene settes inn i den dertil beregnede sporet. Sørg alltid for at øvre og nedre plate alltid har samme type plate. Koble til apparatet og still bryteren på «I». Kontrollampen tennes. Ta apparatet vil vare et par minutter. Unngå å røre varmeplatene eller -røret under bruk.	[349, 283, 588, 386]
manual-page	[70, 105, 2576, 1359]
language-column	[2115, 105, 2355, 1359]
bullet-item: • Om du vill tämja lockar här och göra dem mjukare kan du använda plattången bara på hårtopparna och tämja håret lockigt vid roten, så behåller du form och volym. För önska fullare lockar och göra fyllighet så håll i kortare tid.	[70, 719, 309, 756]
column-body	[1101, 158, 1341, 982]
column-body	[1352, 158, 1591, 982]
warning-note: Dikkat! Her kullanım esnasında, hafif bir duman çıkabilir. Bu durum sebumun veya kalan bir saç bakım ürününün (durulanmayan ürünler, sprey vb.) veya saçın içindeki nemin buharlaşmasından kaynaklanabilir.	[2115, 914, 2350, 951]
bullet-item: • Upewnić się czy lokówka jest wystudzona. Wsunąć szczotkę na lokówkę. Nawinąć kosmyk włosów wokół szczotki, przytrzymać przez około 15 sekund i delikatnie odwinąć. Pozostawić włosy do wystygnięcia przed ich uczesaniem.	[1352, 575, 1581, 613]
bullet-item: • Για να ισιώσετε και να κάνετε πιο απαλά κατσαρά μαλλιά, χρησιμοποιήστε τον ισιωτή μόνο στο μήκος και αφήστε τις ρίζες κατσαρές για να διατηρήσετε τον όγκο. Για ένα πιο απαλό χτένισμα, εφαρμόστε τον ισιωτή ακολουθώντας τη μορφή του χτενίσματος.	[850, 797, 1087, 834]
feature-list-item: 7. 3D-lainelevyt	[600, 244, 653, 253]
feature-list-item: 4. Szczotka i spirala nasuwana 19 mm	[1352, 225, 1483, 234]
feature-list-item: 8. Чехол	[1853, 249, 1878, 257]
subsection-heading: Στυλ για ίσιωμα/κυματισμούς	[914, 734, 1026, 743]
feature-list-item: 6. Пластины для выпрямления/гофрирования	[1853, 233, 1988, 241]
warning-note: Figyelem! Minden használat közben előfordulhat enyhe füstképződés. Ezt okozhatja a hajon lévő zsír, hajápolószer-maradvány (öblítés nélküli balzsam, lakk stb.) vagy a hajból elpárolgó nedvesség.	[1101, 904, 1339, 933]
warning-note: Uwaga! Podczas każdego modelowania może wydobywać się delikatny dym. Spowodowane jest to parowaniem sebum, pozostałości produktu do pielęgnacji włosów (odżywka bez spłukiwania, lakier...) lub wilgocią zawartą we włosach.	[1352, 895, 1564, 933]
feature-list-item: 2. «release» düğmesi	[2115, 206, 2189, 215]
paragraph: Pro získání objemných vln nebo pružného účesu použijte nasouvací kartáč v kombinaci s kulmovacím nástavcem 19 mm.	[1602, 554, 1835, 572]
feature-list-item: 6. Suoristus- ja kreppauslevyt	[600, 234, 701, 243]
feature-list-item: 3. Kiharrinraudat 19 mm ja 32 mm	[600, 206, 716, 215]
subsection-heading: Tost plakalarının veya 3D bukle plakalarının kullanımı	[2133, 849, 2337, 858]
language-column	[600, 105, 839, 1359]
column-body	[1853, 158, 2093, 858]
section-heading: KÄYTTÖ	[702, 270, 737, 281]
paragraph: Gdy lokówka jest wystudzona i wyłączona z prądu, można ją przetrzeć wilgotną szmatką. Upewnić się, że jest zupełnie sucha przed ponownym podłączeniem jej do prądu.	[1352, 954, 1571, 982]
bullet-item: • Пользуйтесь щипцами для выпрямления волос на сухих волосах небольшими прядями. Держите прядь натянутой, начиная от корней, проведите щипцами по всей длине волос. Скользите пластинами плавно, чтобы не оставить следов на середине пряди.	[1853, 671, 2088, 703]
bullet-item: • Hagyja kihűlni a hajat, mielőtt befésülné.	[1101, 697, 1244, 706]
bullet-item: • Saç maşasını saçtan çıkarmak için, pensin kolu üzerine bastırın ve açın. Bukleleri sabit kalmasını sağlamak için, saçları taramadan veya fırçalamadan önce soğumalarını bekleyin.	[2115, 524, 2348, 552]
feature-list-item: 6. Ισιωτικές/κυματιστές πλάκες.	[850, 244, 957, 253]
bullet-item: • Düzleştiriciyi kuru saçlar üzerinde küçük tutamlar alarak kullanın. Saçları gergin tutun ve köklerden başlayarak düzleştiriciyi bütün saç boyunca kaydırın. Saç tutamının ortasında izler olmaması için, yumuşak hareketler yapın.	[2115, 764, 2354, 801]
paragraph: Aby uzyskać loki lub fryzurę bardziej zwartą, należy użyć szczotki nasuwanej z lokówką 19 mm.	[1352, 554, 1575, 572]
subsection-heading: Kreppauslevyjen tai 3D-lainelevyjen käyttö	[637, 821, 801, 830]
bullet-item: • Använd plattången på små slingor i taget. Stäck ut håret och fönsa det innan du börjar. Låt plattången glida ned längs håret och fortsätt med nästa slinga tills du är klar.	[70, 689, 308, 716]
paragraph: Cihazı kullanmadan önce güvenlik talimatlarını dikkatli bir şekilde okuyunuz.	[2115, 158, 2337, 176]
subsection-heading: Съемная щетка	[1947, 496, 1999, 504]
